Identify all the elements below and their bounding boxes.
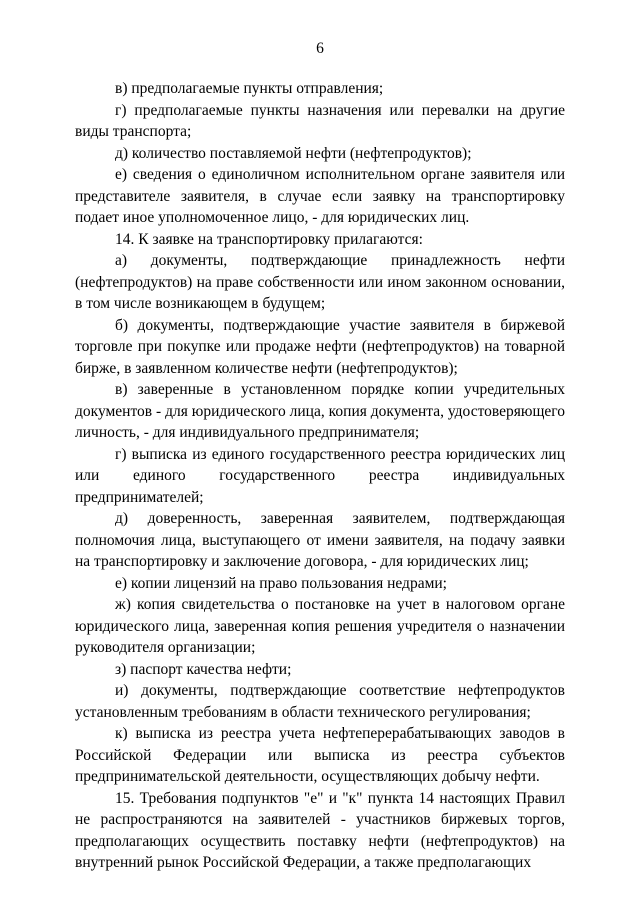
paragraph-14-i: и) документы, подтверждающие соответствие нефтепродуктов установленным требованиям в области технического регулирования; [75,682,565,721]
paragraph-item-v: в) предполагаемые пункты отправления; [115,80,384,97]
paragraph-section-14: 14. К заявке на транспортировку прилагаются: [115,230,423,248]
paragraph-item-e: е) сведения о единоличном исполнительном органе заявителя или представителе заявителя, в случае если заявку на транспортировку подает иное уполномоченное лицо, - для юридических лиц. [75,166,565,226]
paragraph-14-a: а) документы, подтверждающие принадлежность нефти (нефтепродуктов) на праве собственности или ином законном основании, в том числе возникающем в будущем; [75,252,565,312]
paragraph-14-e: е) копии лицензий на право пользования недрами; [115,574,447,592]
paragraph-section-15: 15. Требования подпунктов "е" и "к" пункта 14 настоящих Правил не распространяются на заявителей - участников биржевых торгов, предполагающих осуществить поставку нефти (нефтепродуктов) на внутренний рынок Российской Федерации, а также предполагающих [75,789,565,871]
document-body [75,78,565,874]
page-number: 6 [316,40,324,57]
paragraph-14-v: в) заверенные в установленном порядке копии учредительных документов - для юридического лица, копия документа, удостоверяющего личность, - для индивидуального предпринимателя; [75,381,565,441]
paragraph-14-k: к) выписка из реестра учета нефтеперерабатывающих заводов в Российской Федерации или выписка из реестра субъектов предпринимательской деятельности, осуществляющих добычу нефти. [75,725,565,785]
paragraph-14-b: б) документы, подтверждающие участие заявителя в биржевой торговле при покупке или продаже нефти (нефтепродуктов) на товарной бирже, в заявленном количестве нефти (нефтепродуктов); [75,316,565,377]
paragraph-14-g: г) выписка из единого государственного реестра юридических лиц или единого государственного реестра индивидуальных предпринимателей; [75,445,565,506]
paragraph-item-d: д) количество поставляемой нефти (нефтепродуктов); [115,144,472,162]
paragraph-14-z: з) паспорт качества нефти; [115,660,292,678]
paragraph-14-zh: ж) копия свидетельства о постановке на учет в налоговом органе юридического лица, заверенная копия решения учредителя о назначении руководителя организации; [75,596,565,656]
paragraph-item-g: г) предполагаемые пункты назначения или перевалки на другие виды транспорта; [75,101,565,140]
paragraph-14-d: д) доверенность, заверенная заявителем, подтверждающая полномочия лица, выступающего от имени заявителя, на подачу заявки на транспортировку и заключение договора, - для юридических лиц; [75,510,565,570]
